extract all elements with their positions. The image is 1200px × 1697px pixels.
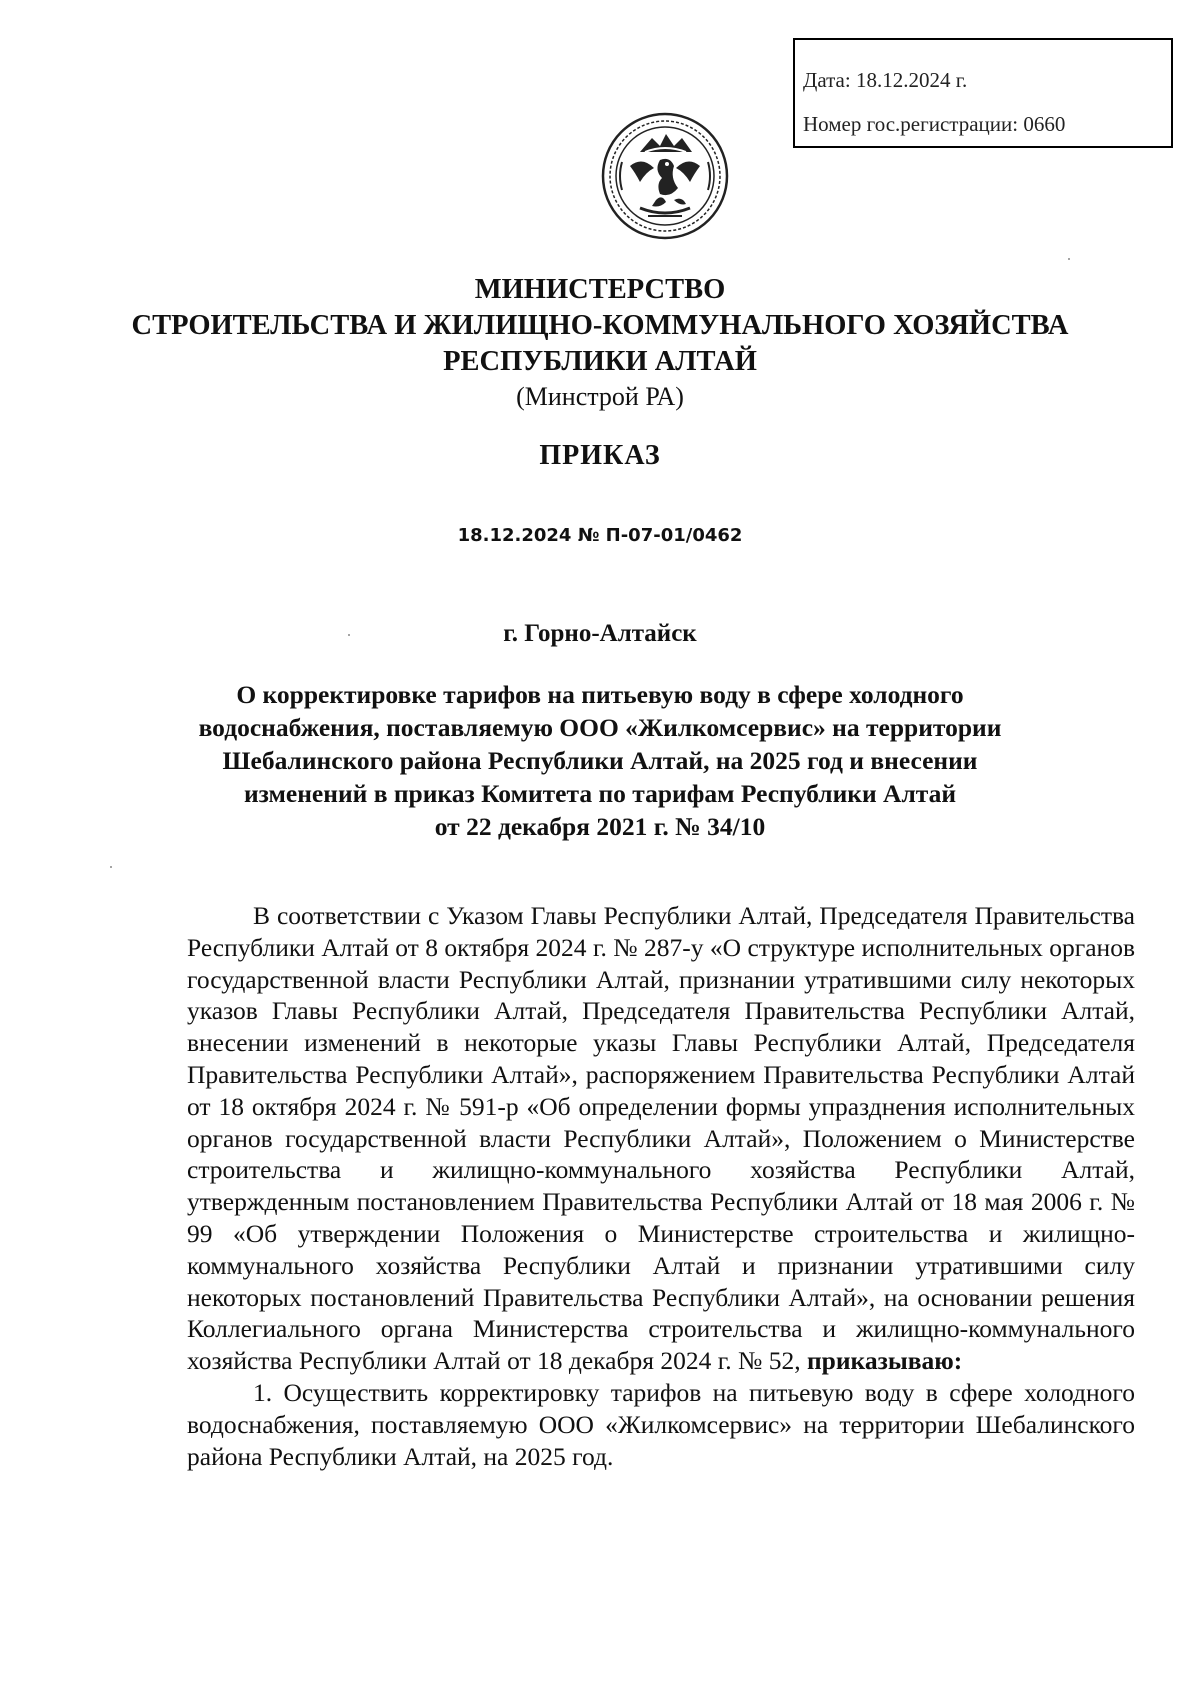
preamble-text: В соответствии с Указом Главы Республики Алтай, Председателя Правительства Республики Алтай от 8 октября 2024 г. № 287-у «О структуре исполнительных органов государственной власти Республики Алтай, признании утратившими силу некоторых указов Главы Республики Алтай, Председателя Правительства Республики Алтай, внесении изменений в некоторые указы Главы Республики Алтай, Председателя Правительства Республики Алтай», распоряжением Правительства Республики Алтай от 18 октября 2024 г. № 591-р «Об определении формы упразднения исполнительных органов государственной власти Республики Алтай», Положением о Министерстве строительства и жилищно-коммунального хозяйства Республики Алтай, утвержденным постановлением Правительства Республики Алтай от 18 мая 2006 г. № 99 «Об утверждении Положения о Министерстве строительства и жилищно-коммунального хозяйства Республики Алтай и признании утратившими силу некоторых постановлений Правительства Республики Алтай», на основании решения Коллегиального органа Министерства строительства и жилищно-коммунального хозяйства Республики Алтай от 18 декабря 2024 г. № 52, [187, 901, 1135, 1376]
ministry-line-3: РЕСПУБЛИКИ АЛТАЙ [443, 346, 757, 377]
ministry-short-name: (Минстрой РА) [516, 382, 684, 411]
document-type-title: ПРИКАЗ [539, 440, 661, 471]
stamp-date-row [803, 58, 1171, 102]
document-number: 18.12.2024 № П-07-01/0462 [457, 525, 743, 546]
stamp-reg-row [803, 102, 1171, 146]
ministry-line-1: МИНИСТЕРСТВО [474, 274, 726, 305]
scan-speck [110, 866, 112, 868]
body-paragraph-preamble [187, 900, 1135, 1377]
coat-of-arms-emblem [600, 108, 730, 244]
document-subject [0, 678, 1200, 843]
subject-line-4: изменений в приказ Комитета по тарифам Республики Алтай [243, 779, 957, 808]
subject-line-2: водоснабжения, поставляемую ООО «Жилкомсервис» на территории [198, 713, 1002, 742]
document-city: г. Горно-Алтайск [503, 620, 697, 647]
registration-stamp [793, 38, 1173, 148]
stamp-date-label: Дата: [803, 68, 851, 92]
order-word: приказываю: [806, 1346, 963, 1376]
scan-speck [1068, 258, 1070, 260]
stamp-reg-value: 0660 [1023, 112, 1066, 136]
stamp-reg-label: Номер гос.регистрации: [803, 112, 1019, 136]
subject-line-3: Шебалинского района Республики Алтай, на 2025 год и внесении [222, 746, 978, 775]
document-body [187, 900, 1135, 1472]
body-item-1: 1. Осуществить корректировку тарифов на питьевую воду в сфере холодного водоснабжения, поставляемую ООО «Жилкомсервис» на территории Шебалинского района Республики Алтай, на 2025 год. [187, 1377, 1135, 1471]
stamp-date-value: 18.12.2024 г. [855, 68, 968, 92]
ministry-line-2: СТРОИТЕЛЬСТВА И ЖИЛИЩНО-КОММУНАЛЬНОГО ХОЗЯЙСТВА [131, 310, 1069, 341]
scan-speck [348, 634, 350, 636]
subject-line-5: от 22 декабря 2021 г. № 34/10 [434, 812, 766, 841]
subject-line-1: О корректировке тарифов на питьевую воду в сфере холодного [236, 680, 964, 709]
ministry-name [0, 272, 1200, 380]
